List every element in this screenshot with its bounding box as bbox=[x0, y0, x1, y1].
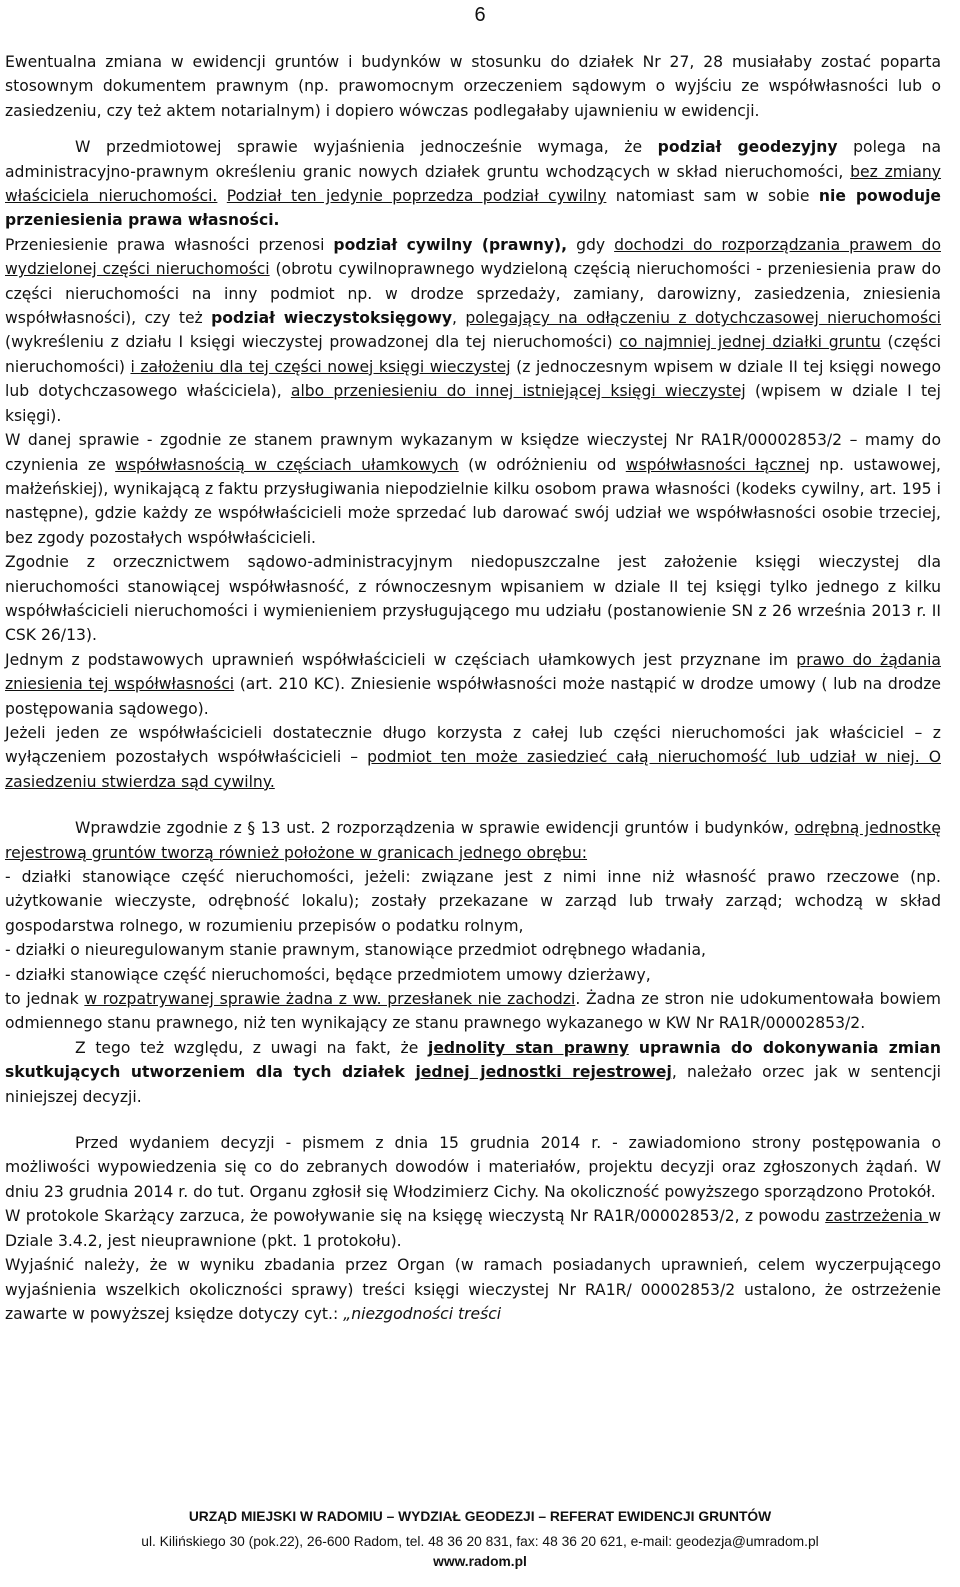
list-item-unregulated-plots bbox=[5, 938, 941, 962]
text-run: w rozpatrywanej sprawie żadna z ww. przesłanek nie zachodzi bbox=[84, 990, 576, 1009]
text-run: polega na administracyjno-prawnym określeniu granic nowych działek gruntu wchodzących w skład nieruchomości, bbox=[5, 138, 942, 181]
text-run: Z tego też względu, z uwagi na fakt, że bbox=[75, 1038, 428, 1057]
text-run: Podział ten jedynie poprzedza podział cywilny bbox=[226, 187, 607, 206]
text-run: Ewentualna zmiana w ewidencji gruntów i budynków w stosunku do działek Nr 27, 28 musiałaby zostać poparta stosownym dokumentem prawnym (np. prawomocnym orzeczeniem sądowym o wyjściu ze współwłasności lub o zasiedzeniu, czy też aktem notarialnym) i dopiero wówczas podlegałaby ujawnieniu w ewidencji. bbox=[5, 53, 941, 120]
text-run: bez zmiany właściciela nieruchomości. bbox=[5, 162, 942, 206]
text-run: współwłasności łącznej bbox=[625, 455, 810, 474]
text-run: (w odróżnieniu od bbox=[458, 455, 626, 474]
text-run: jednolity stan prawny bbox=[427, 1038, 629, 1057]
text-run: (wykreśleniu z działu I księgi wieczystej prowadzonej dla tej nieruchomości) bbox=[5, 333, 620, 352]
text-run: (z jednoczesnym wpisem w dziale II tej księgi nowego lub dotychczasowego właściciela), bbox=[5, 357, 942, 401]
document-body bbox=[5, 50, 941, 1326]
paragraph-record-change bbox=[5, 50, 941, 123]
paragraph-protocol-objection bbox=[5, 1204, 941, 1253]
paragraph-conclusion bbox=[5, 1036, 941, 1109]
text-run: (części nieruchomości) bbox=[5, 333, 941, 376]
text-run: np. ustawowej, małżeńskiej), wynikającą z faktu przysługiwania niepodzielnie kilku osobom prawa własności (kodeks cywilny, art. 195 i następne), gdzie każdy ze współwłaścicieli może sprzedać lub darować swój udział we współwłasności osobie trzeciej, bez zgody pozostałych współwłaścicieli. bbox=[5, 455, 941, 547]
text-run: podział wieczystoksięgowy bbox=[211, 309, 453, 328]
text-run: współwłasnością w częściach ułamkowych bbox=[115, 455, 459, 474]
text-run: - działki stanowiące część nieruchomości, będące przedmiotem umowy dzierżawy, bbox=[5, 965, 651, 984]
page-number: 6 bbox=[474, 4, 486, 26]
text-run: uprawnia do dokonywania zmian skutkujących utworzeniem dla tych działek bbox=[5, 1038, 941, 1082]
text-run: - działki o nieuregulowanym stanie prawnym, stanowiące przedmiot odrębnego władania, bbox=[5, 941, 707, 960]
paragraph-explanation bbox=[5, 1253, 941, 1326]
paragraph-geodetic-division bbox=[5, 135, 941, 233]
text-run: dochodzi do rozporządzania prawem do wydzielonej części nieruchomości bbox=[5, 235, 941, 279]
text-run: odrębną jednostkę rejestrową gruntów tworzą również położone w granicach jednego obrębu: bbox=[5, 819, 941, 862]
footer-office-name: URZĄD MIEJSKI W RADOMIU – WYDZIAŁ GEODEZJI – REFERAT EWIDENCJI GRUNTÓW bbox=[188, 1509, 772, 1524]
text-run: Zgodnie z orzecznictwem sądowo-administracyjnym niedopuszczalne jest założenie księgi wieczystej dla nieruchomości stanowiącej współwłasność, z równoczesnym wpisaniem w dziale II tej księgi tylko jednego z kilku współwłaścicieli nieruchomości i wymienieniem przysługującego mu udziału (postanowienie SN z 26 września 2013 r. II CSK 26/13). bbox=[5, 553, 941, 645]
footer-contact: ul. Kilińskiego 30 (pok.22), 26-600 Radom, tel. 48 36 20 831, fax: 48 36 20 621, e-mail: geodezja@umradom.pl bbox=[141, 1534, 819, 1549]
text-run: jednej jednostki rejestrowej bbox=[415, 1063, 672, 1082]
paragraph-no-premises bbox=[5, 987, 941, 1036]
paragraph-notification bbox=[5, 1131, 941, 1204]
text-run: Jednym z podstawowych uprawnień współwłaścicieli w częściach ułamkowych jest przyznane im bbox=[5, 650, 797, 669]
text-run: Wyjaśnić należy, że w wyniku zbadania przez Organ (w ramach posiadanych uprawnień, celem wyczerpującego wyjaśnienia wszelkich okoliczności sprawy) treści księgi wieczystej Nr RA1R/ 00002853/2 ustalono, że ostrzeżenie zawarte w powyższej księdze dotyczy cyt.: bbox=[5, 1256, 941, 1323]
text-run: podział cywilny (prawny), bbox=[333, 235, 568, 254]
text-run: i założeniu dla tej części nowej księgi wieczystej bbox=[130, 357, 511, 376]
text-run: Wprawdzie zgodnie z § 13 ust. 2 rozporządzenia w sprawie ewidencji gruntów i budynków, bbox=[75, 819, 795, 838]
text-run: W danej sprawie - zgodnie ze stanem prawnym wykazanym w księdze wieczystej Nr RA1R/00002853/2 – mamy do czynienia ze bbox=[5, 431, 941, 474]
text-run: „niezgodności treści bbox=[343, 1304, 502, 1323]
text-run: , bbox=[452, 309, 466, 328]
paragraph-co-ownership bbox=[5, 428, 941, 550]
text-run: co najmniej jednej działki gruntu bbox=[619, 333, 881, 352]
list-item-property-parts bbox=[5, 865, 941, 938]
text-run: Przeniesienie prawa własności przenosi bbox=[5, 235, 334, 254]
text-run: gdy bbox=[567, 235, 615, 254]
text-run: , należało orzec jak w sentencji niniejszej decyzji. bbox=[5, 1063, 941, 1106]
text-run: (art. 210 KC). Zniesienie współwłasności może nastąpić w drodze umowy ( lub na drodze postępowania sądowego). bbox=[5, 675, 941, 718]
text-run: podmiot ten może zasiedzieć całą nieruchomość lub udział w niej. O zasiedzeniu stwierdza sąd cywilny. bbox=[5, 748, 941, 791]
text-run: prawo do żądania zniesienia tej współwłasności bbox=[5, 650, 941, 694]
text-run: Jeżeli jeden ze współwłaścicieli dostatecznie długo korzysta z całej lub części nieruchomości jak właściciel – z wyłączeniem pozostałych współwłaścicieli – bbox=[5, 723, 941, 767]
text-run bbox=[217, 187, 226, 205]
text-run: polegający na odłączeniu z dotychczasowej nieruchomości bbox=[465, 309, 942, 328]
paragraph-case-law bbox=[5, 550, 941, 648]
paragraph-regulation bbox=[5, 816, 941, 865]
paragraph-dissolution-right bbox=[5, 648, 941, 721]
text-run: to jednak bbox=[5, 990, 85, 1009]
text-run: W przedmiotowej sprawie wyjaśnienia jednocześnie wymaga, że bbox=[75, 138, 658, 157]
text-run: W protokole Skarżący zarzuca, że powoływanie się na księgę wieczystą Nr RA1R/00002853/2, z powodu bbox=[5, 1207, 826, 1226]
text-run: w Dziale 3.4.2, jest nieuprawnione (pkt. 1 protokołu). bbox=[5, 1207, 941, 1250]
paragraph-civil-division bbox=[5, 233, 941, 428]
text-run: (obrotu cywilnoprawnego wydzieloną częścią nieruchomości - przeniesienia praw do części nieruchomości na inny podmiot np. w drodze sprzedaży, zamiany, darowizny, zasiedzenia, zniesienia współwłasności), czy też bbox=[5, 260, 941, 328]
text-run: zastrzeżenia bbox=[825, 1207, 929, 1226]
paragraph-adverse-possession bbox=[5, 721, 941, 794]
footer-website: www.radom.pl bbox=[433, 1554, 527, 1569]
list-item-lease-plots bbox=[5, 963, 941, 987]
text-run: nie powoduje przeniesienia prawa własności. bbox=[5, 187, 941, 230]
text-run: - działki stanowiące część nieruchomości, jeżeli: związane jest z nimi inne niż własność prawo rzeczowe (np. użytkowanie wieczyste, odrębność lokalu); zostały przekazane w zarząd lub trwały zarząd; wchodzą w skład gospodarstwa rolnego, w rozumieniu przepisów o podatku rolnym, bbox=[5, 868, 941, 935]
text-run: albo przeniesieniu do innej istniejącej księgi wieczystej bbox=[290, 382, 746, 401]
text-run: Przed wydaniem decyzji - pismem z dnia 15 grudnia 2014 r. - zawiadomiono strony postępowania o możliwości wypowiedzenia się co do zebranych dowodów i materiałów, projektu decyzji oraz zgłoszonych żądań. W dniu 23 grudnia 2014 r. do tut. Organu zgłosił się Włodzimierz Cichy. Na okoliczność powyższego sporządzono Protokół. bbox=[5, 1134, 941, 1201]
text-run: . Żadna ze stron nie udokumentowała bowiem odmiennego stanu prawnego, niż ten wynikający ze stanu prawnego wykazanego w KW Nr RA1R/00002853/2. bbox=[5, 990, 941, 1033]
text-run: (wpisem w dziale I tej księgi). bbox=[5, 382, 941, 425]
text-run: podział geodezyjny bbox=[657, 138, 838, 157]
text-run: natomiast sam w sobie bbox=[606, 187, 819, 206]
